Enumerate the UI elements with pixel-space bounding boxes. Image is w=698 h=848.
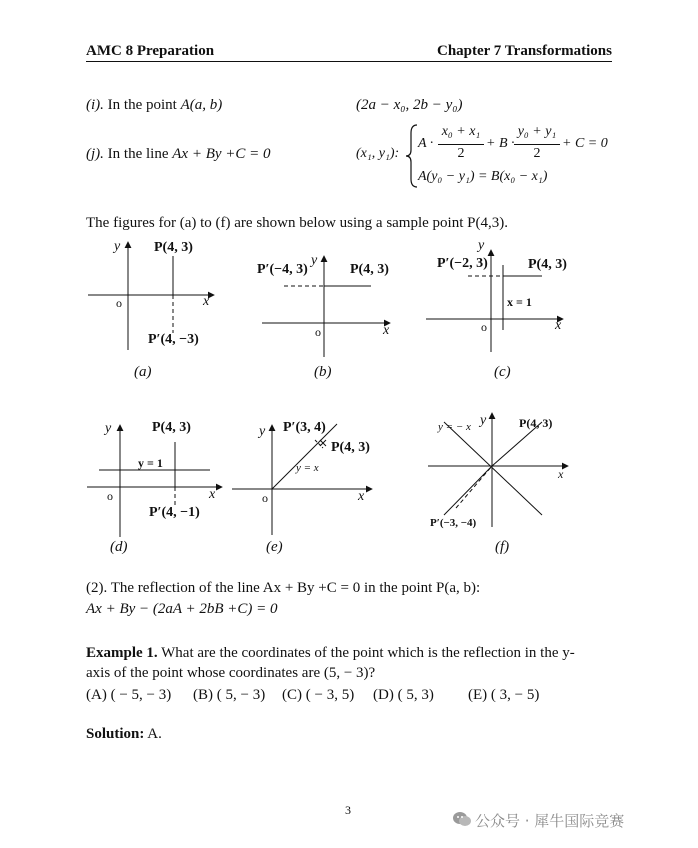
- fig-f-p-label: P(4, 3): [519, 416, 553, 430]
- eq1-frac2-num: y₀ + y₁: [517, 124, 557, 139]
- fig-c-caption: (c): [494, 364, 511, 380]
- option-a: (A) ( − 5, − 3): [86, 687, 172, 703]
- eq2: A(y₀ − y₁) = B(x₀ − x₁): [418, 169, 548, 184]
- fig-c-x-label: x: [555, 318, 562, 333]
- formula-i-result: (2a − x₀, 2b − y₀): [356, 97, 463, 113]
- fig-d-origin: o: [107, 489, 113, 503]
- fig-d-p-label: P(4, 3): [152, 420, 191, 435]
- watermark-text: 公众号 · 犀牛国际竞赛: [475, 812, 625, 830]
- eq1-frac1-den: 2: [457, 146, 465, 161]
- fig-a-p-label: P(4, 3): [154, 240, 193, 255]
- section2-line1: (2). The reflection of the line Ax + By +C = 0 in the point P(a, b):: [86, 580, 481, 596]
- eq1-mid: + B ·: [486, 136, 515, 151]
- fig-c-pprime-label: P′(−2, 3): [437, 256, 488, 271]
- intro-text: The figures for (a) to (f) are shown below using a sample point P(4,3).: [86, 215, 508, 231]
- fig-e-y-label: y: [259, 424, 266, 439]
- fig-d-pprime-label: P′(4, −1): [149, 505, 200, 520]
- fig-c-line-label: x = 1: [507, 295, 532, 309]
- fig-e-pprime-label: P′(3, 4): [283, 420, 326, 435]
- formula-j-point: (x₁, y₁):: [356, 146, 400, 161]
- option-d: (D) ( 5, 3): [373, 687, 434, 703]
- fig-f-caption: (f): [495, 539, 510, 555]
- fig-b-origin: o: [315, 325, 321, 339]
- option-b: (B) ( 5, − 3): [193, 687, 266, 703]
- fig-d-y-label: y: [105, 421, 112, 436]
- fig-a-x-label: x: [203, 294, 210, 309]
- formula-i: (i). In the point A(a, b): [86, 97, 223, 113]
- eq1-frac1-num: x₀ + x₁: [441, 124, 481, 139]
- fig-a-origin: o: [116, 296, 122, 310]
- fig-e-x-label: x: [358, 489, 365, 504]
- option-e: (E) ( 3, − 5): [468, 687, 540, 703]
- eq1-end: + C = 0: [562, 136, 608, 151]
- fig-d-line-label: y = 1: [138, 456, 163, 470]
- fig-b-pprime-label: P′(−4, 3): [257, 262, 308, 277]
- formula-j: (j). In the line Ax + By +C = 0: [86, 146, 271, 162]
- fig-f-x-label: x: [558, 467, 564, 481]
- fig-a-caption: (a): [134, 364, 152, 380]
- example-question-line1: Example 1. What are the coordinates of the point which is the reflection in the y-: [86, 645, 575, 661]
- fig-e-line-label: y = x: [296, 462, 319, 474]
- fig-d-x-label: x: [209, 487, 216, 502]
- option-c: (C) ( − 3, 5): [282, 687, 355, 703]
- fig-b-y-label: y: [311, 253, 318, 268]
- fig-f-line-label: y = − x: [438, 421, 471, 433]
- header-left: AMC 8 Preparation: [86, 43, 215, 59]
- fig-e-origin: o: [262, 491, 268, 505]
- fig-b-p-label: P(4, 3): [350, 262, 389, 277]
- fig-e-p-label: P(4, 3): [331, 440, 370, 455]
- fig-b-caption: (b): [314, 364, 332, 380]
- fig-a-y-label: y: [114, 239, 121, 254]
- solution: Solution: A.: [86, 726, 162, 742]
- fig-b-x-label: x: [383, 323, 390, 338]
- fig-f-pprime-label: P′(−3, −4): [430, 517, 477, 529]
- eq1-frac2-den: 2: [533, 146, 541, 161]
- wechat-icon: [452, 810, 472, 828]
- header-right: Chapter 7 Transformations: [436, 43, 612, 59]
- fig-e-caption: (e): [266, 539, 283, 555]
- section2-line2: Ax + By − (2aA + 2bB +C) = 0: [86, 601, 278, 617]
- fig-c-p-label: P(4, 3): [528, 257, 567, 272]
- fig-d-caption: (d): [110, 539, 128, 555]
- fig-c-y-label: y: [478, 238, 485, 253]
- page-number: 3: [345, 803, 351, 817]
- fig-a-pprime-label: P′(4, −3): [148, 332, 199, 347]
- fig-c-origin: o: [481, 320, 487, 334]
- example-question-line2: axis of the point whose coordinates are (5, − 3)?: [86, 665, 376, 681]
- eq1-a: A ·: [418, 136, 434, 151]
- fig-f-y-label: y: [480, 413, 487, 428]
